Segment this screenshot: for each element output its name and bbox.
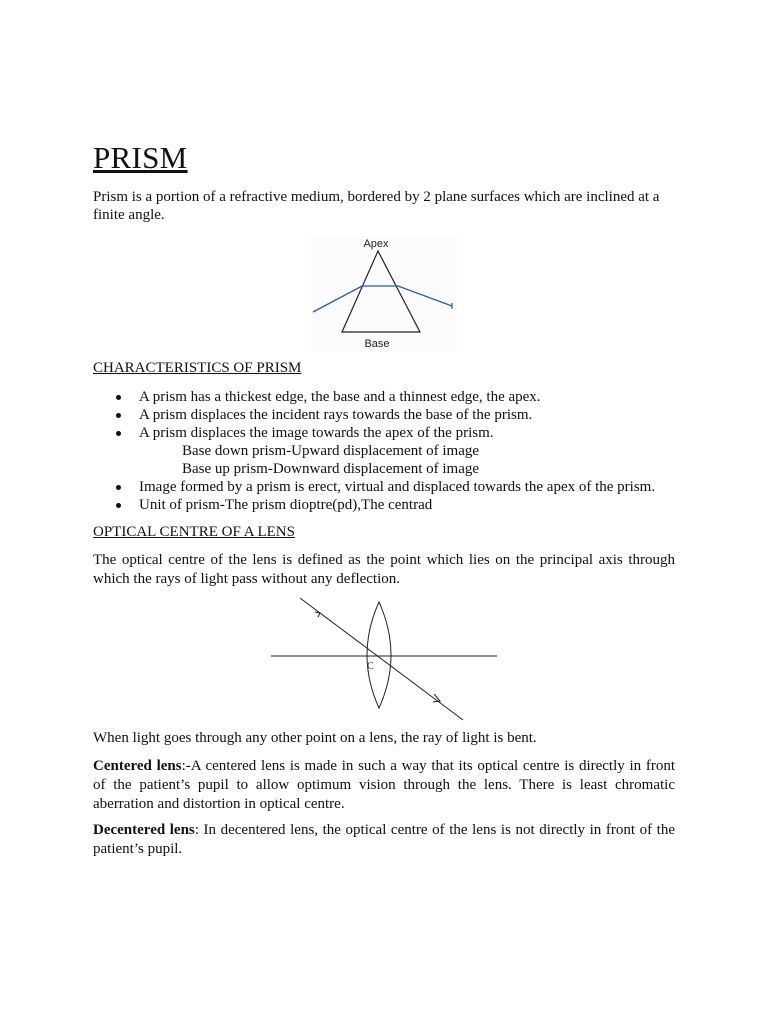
prism-figure-background <box>311 236 457 352</box>
list-item: A prism has a thickest edge, the base and a thinnest edge, the apex. <box>93 388 683 406</box>
centered-lens-term: Centered lens <box>93 758 182 774</box>
optical-centre-definition: The optical centre of the lens is defined as the point which lies on the principal axis through which the rays of light pass without any deflection. <box>93 552 675 587</box>
list-item: A prism displaces the incident rays towards the base of the prism. <box>93 406 683 424</box>
list-subitem: Base down prism-Upward displacement of image <box>182 443 480 459</box>
decentered-lens-paragraph <box>93 821 675 859</box>
optical-centre-heading: OPTICAL CENTRE OF A LENS <box>93 524 295 540</box>
lens-diagram <box>269 594 499 722</box>
decentered-lens-text: : In decentered lens, the optical centre of the lens is not directly in front of the patient’s pupil. <box>93 822 675 857</box>
ray-arrow-in <box>315 612 320 617</box>
convex-lens <box>367 602 391 708</box>
prism-diagram <box>311 236 457 352</box>
list-item: Image formed by a prism is erect, virtual and displaced towards the apex of the prism. <box>93 478 683 496</box>
bent-ray-paragraph: When light goes through any other point on a lens, the ray of light is bent. <box>93 730 537 746</box>
decentered-lens-term: Decentered lens <box>93 822 195 838</box>
characteristics-heading: CHARACTERISTICS OF PRISM <box>93 360 302 376</box>
apex-label: Apex <box>363 238 389 250</box>
base-label: Base <box>364 338 390 350</box>
optical-centre-label: C <box>367 661 374 672</box>
characteristics-list <box>93 388 683 514</box>
intro-paragraph: Prism is a portion of a refractive medium, bordered by 2 plane surfaces which are inclined at a finite angle. <box>93 189 660 223</box>
list-item: Unit of prism-The prism dioptre(pd),The centrad <box>93 496 683 514</box>
centered-lens-text: :-A centered lens is made in such a way that its optical centre is directly in front of the patient’s pupil to allow optimum vision through the lens. There is least chromatic aberration and distortion in optical centre. <box>93 758 675 812</box>
list-item: A prism displaces the image towards the apex of the prism. <box>93 424 683 442</box>
centered-lens-paragraph <box>93 757 675 814</box>
list-subitem: Base up prism-Downward displacement of image <box>182 461 480 477</box>
page-title: PRISM <box>93 140 188 175</box>
